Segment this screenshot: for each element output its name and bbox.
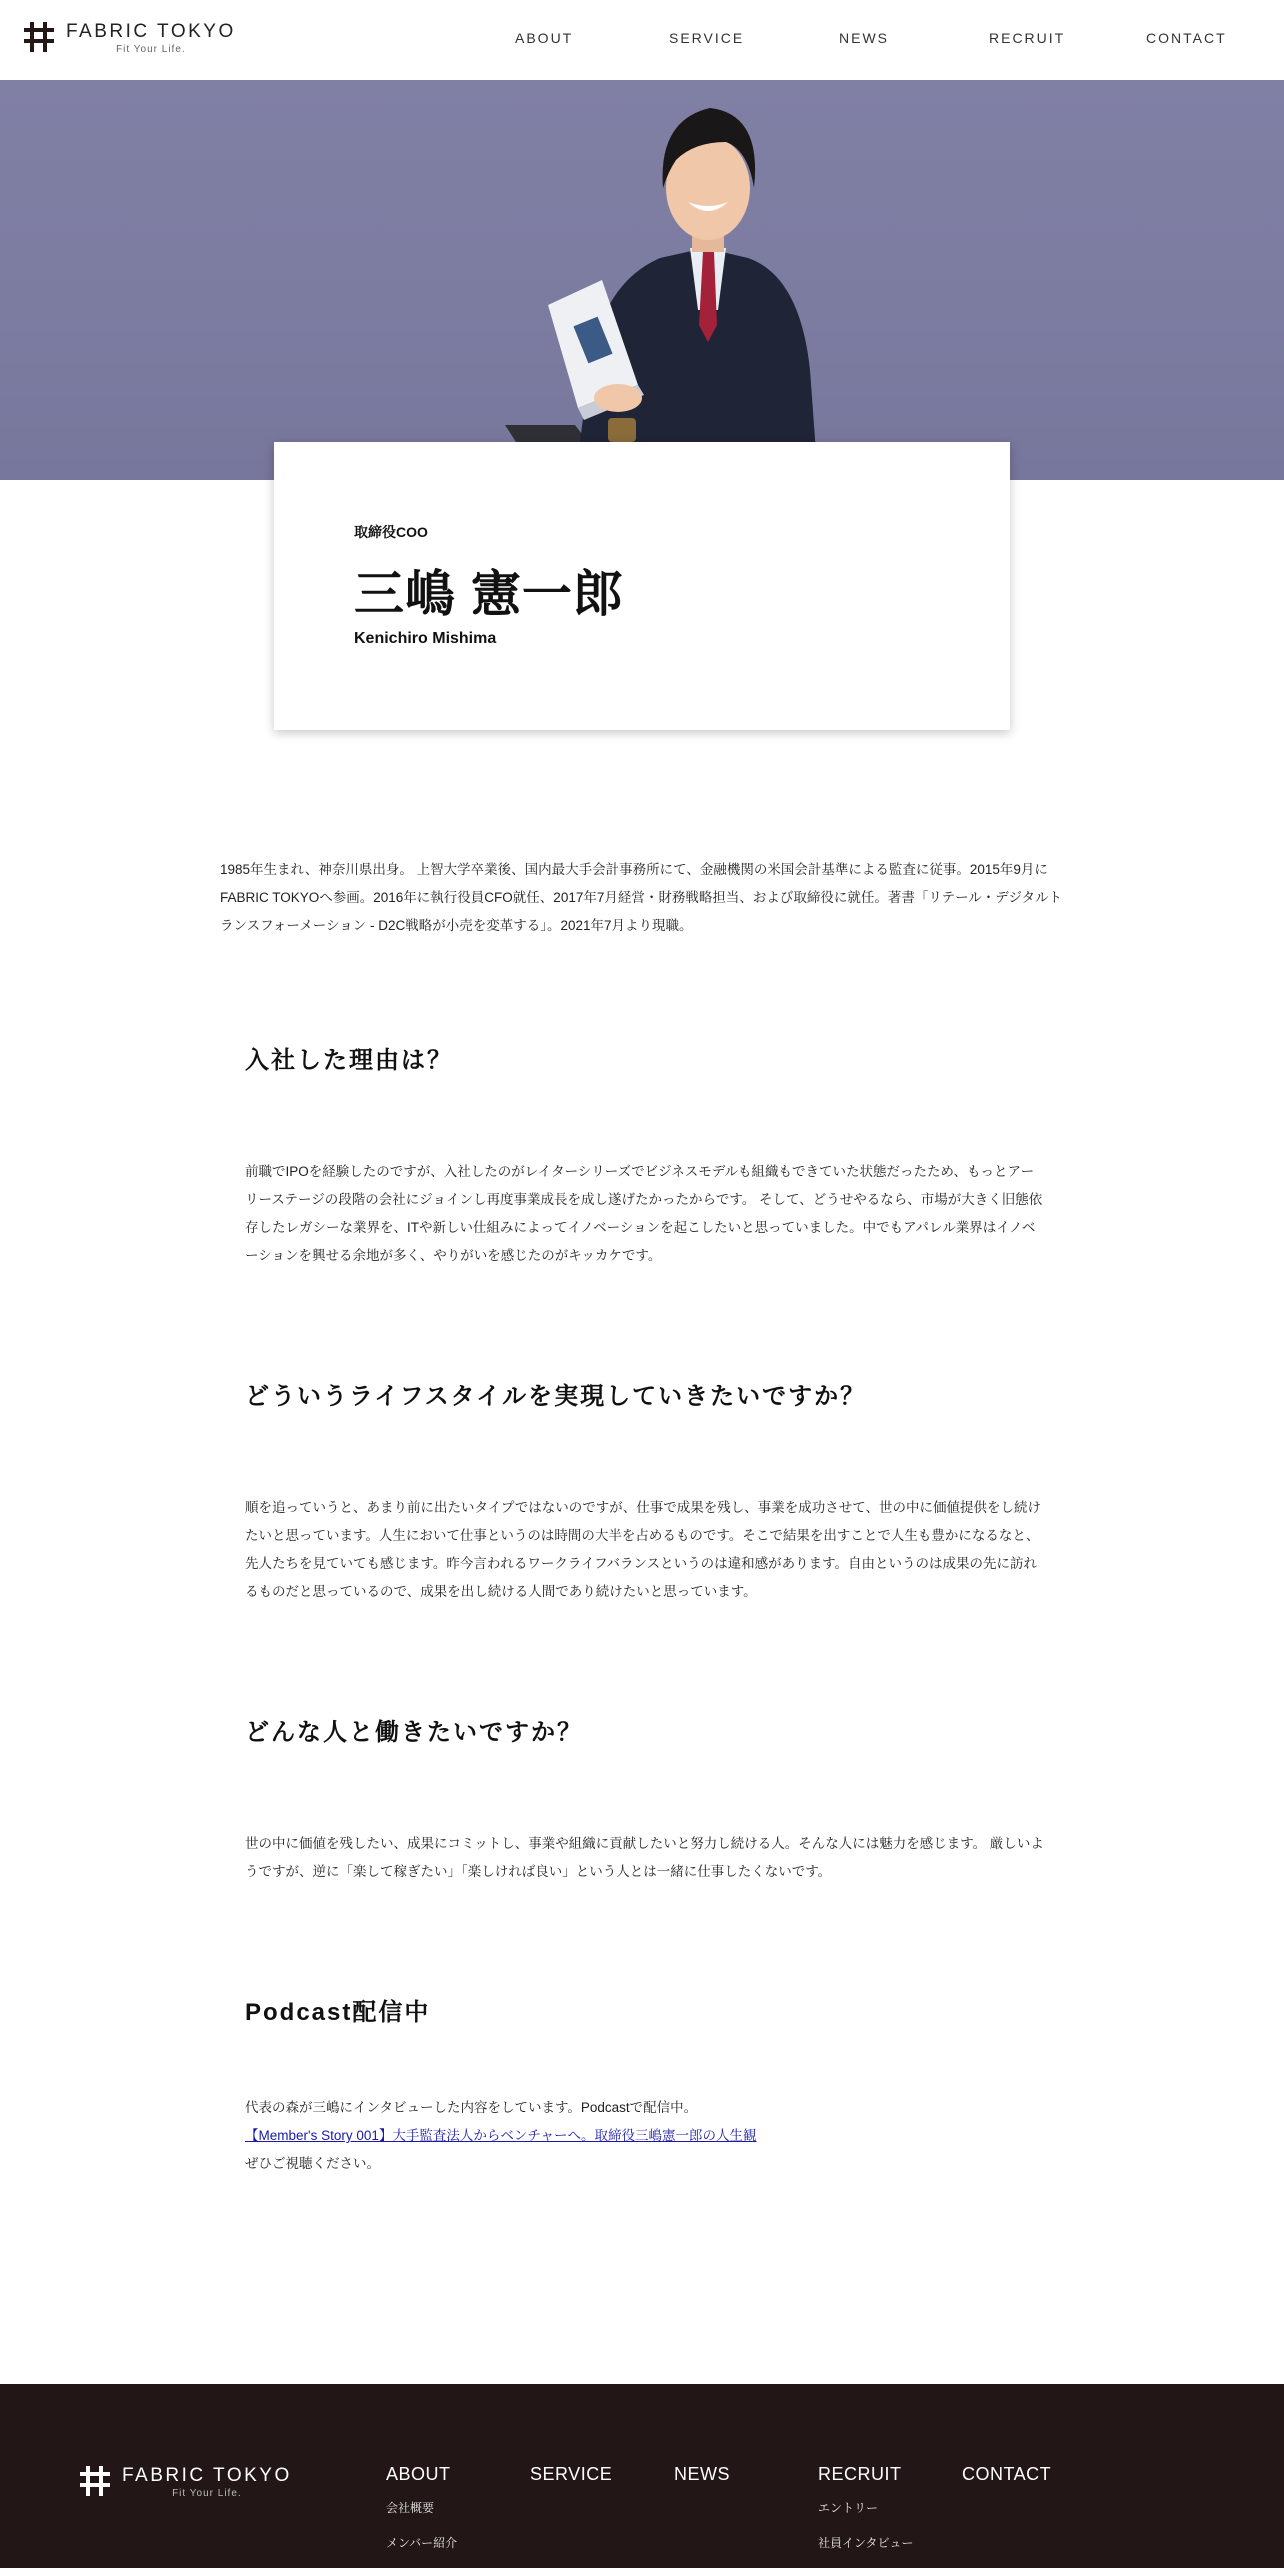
- nav-about[interactable]: ABOUT: [515, 30, 574, 46]
- footer-col-contact: [962, 2464, 1051, 2485]
- profile-role: 取締役COO: [354, 524, 428, 540]
- footer-heading-contact[interactable]: CONTACT: [962, 2464, 1052, 2484]
- podcast-intro: 代表の森が三嶋にインタビューした内容をしています。Podcastで配信中。: [245, 2100, 698, 2115]
- fabric-tokyo-logo-icon: [24, 22, 54, 52]
- footer-logo-name: FABRIC TOKYO: [122, 2465, 292, 2486]
- nav-recruit[interactable]: RECRUIT: [989, 30, 1066, 46]
- podcast-body: [245, 2094, 1045, 2178]
- section-body: 順を追っていうと、あまり前に出たいタイプではないのですが、仕事で成果を残し、事業を成功させて、世の中に価値提供をし続けたいと思っています。人生において仕事というのは時間の大半を占めるものです。そこで結果を出すことで人生も豊かになるなと、先人たちを見ていても感じます。昨今言われるワークライフバランスというのは違和感があります。自由というのは成果の先に訪れるものだと思っているので、成果を出し続ける人間であり続けたいと思っています。: [245, 1499, 1041, 1599]
- footer-col-about: [386, 2464, 457, 2551]
- footer-heading-recruit[interactable]: RECRUIT: [818, 2464, 902, 2484]
- footer-heading-service[interactable]: SERVICE: [530, 2464, 613, 2484]
- podcast-outro: ぜひご視聴ください。: [245, 2156, 380, 2171]
- profile-photo: [480, 80, 860, 480]
- fabric-tokyo-logo-icon: [80, 2466, 110, 2496]
- footer-link-members[interactable]: メンバー紹介: [386, 2536, 458, 2550]
- qa-section-reason: [245, 1040, 1045, 1263]
- footer-link-entry[interactable]: エントリー: [818, 2501, 879, 2515]
- footer-heading-about[interactable]: ABOUT: [386, 2464, 451, 2484]
- footer-link-company[interactable]: 会社概要: [386, 2501, 435, 2515]
- hero-banner: [0, 80, 1284, 480]
- footer-heading-news[interactable]: NEWS: [674, 2464, 730, 2484]
- profile-card: [274, 442, 1010, 730]
- section-body: 前職でIPOを経験したのですが、入社したのがレイターシリーズでビジネスモデルも組織もできていた状態だったため、もっとアーリーステージの段階の会社にジョインし再度事業成長を成し遂げたかったからです。 そして、どうせやるなら、市場が大きく旧態依存したレガシーな業界を、ITや新しい仕組みによってイノベーションを起こしたいと思っていました。中でもアパレル業界はイノベーションを興せる余地が多く、やりがいを感じたのがキッカケです。: [245, 1163, 1043, 1263]
- qa-section-colleagues: [245, 1712, 1045, 1879]
- footer-col-news: [674, 2464, 730, 2485]
- site-header: [0, 0, 1284, 80]
- profile-name-en: Kenichiro Mishima: [354, 630, 497, 647]
- section-title: 入社した理由は？: [245, 1047, 453, 1074]
- section-title: どんな人と働きたいですか？: [245, 1719, 583, 1746]
- qa-section-lifestyle: [245, 1376, 1045, 1599]
- footer-col-service: [530, 2464, 612, 2485]
- footer-link-interviews[interactable]: 社員インタビュー: [818, 2536, 914, 2550]
- profile-name-jp: 三嶋 憲一郎: [354, 566, 624, 622]
- logo-tagline: Fit Your Life.: [116, 44, 186, 55]
- footer-logo[interactable]: [80, 2466, 292, 2499]
- podcast-episode-link[interactable]: 【Member's Story 001】大手監査法人からベンチャーへ。取締役三嶋憲一郎の人生観: [245, 2128, 757, 2143]
- nav-contact[interactable]: CONTACT: [1146, 30, 1227, 46]
- profile-bio: 1985年生まれ、神奈川県出身。 上智大学卒業後、国内最大手会計事務所にて、金融機関の米国会計基準による監査に従事。2015年9月にFABRIC TOKYOへ参画。2016年に執行役員CFO就任、2017年7月経営・財務戦略担当、および取締役に就任。著書「リテール・デジタルトランスフォーメーション - D2C戦略が小売を変革する」。2021年7月より現職。: [220, 861, 1062, 933]
- section-body: 世の中に価値を残したい、成果にコミットし、事業や組織に貢献したいと努力し続ける人。そんな人には魅力を感じます。 厳しいようですが、逆に「楽して稼ぎたい」「楽しければ良い」という人とは一緒に仕事したくないです。: [245, 1835, 1044, 1879]
- logo-name: FABRIC TOKYO: [66, 21, 236, 42]
- footer-col-recruit: [818, 2464, 914, 2551]
- podcast-section: [245, 1992, 1045, 2171]
- header-logo[interactable]: [24, 22, 236, 55]
- podcast-title: Podcast配信中: [245, 1999, 431, 2026]
- section-title: どういうライフスタイルを実現していきたいですか？: [245, 1383, 867, 1410]
- nav-service[interactable]: SERVICE: [669, 30, 745, 46]
- nav-news[interactable]: NEWS: [839, 30, 889, 46]
- site-footer: [0, 2384, 1284, 2568]
- footer-logo-tagline: Fit Your Life.: [172, 2488, 242, 2499]
